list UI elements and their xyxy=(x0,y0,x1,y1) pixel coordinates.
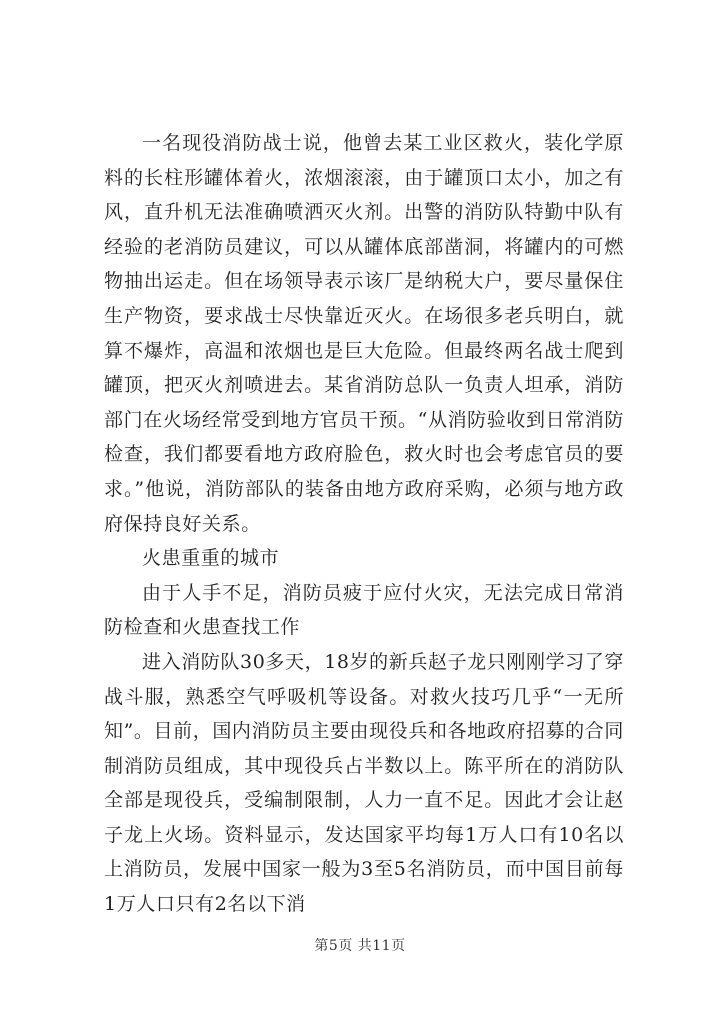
section-heading: 火患重重的城市 xyxy=(142,547,280,570)
paragraph-firefighter-account: 一名现役消防战士说，他曾去某工业区救火，装化学原料的长柱形罐体着火，浓烟滚滚，由于罐顶口太小，加之有风，直升机无法准确喷洒灭火剂。出警的消防队特勤中队有经验的老消防员建议，可以从罐体底部凿洞，将罐内的可燃物抽出运走。但在场领导表示该厂是纳税大户，要尽量保住生产物资，要求战士尽快靠近灭火。在场很多老兵明白，就算不爆炸，高温和浓烟也是巨大危险。但最终两名战士爬到罐顶，把灭火剂喷进去。某省消防总队一负责人坦承，消防部门在火场经常受到地方官员干预。“从消防验收到日常消防检查，我们都要看地方政府脸色，救火时也会考虑官员的要求。”他说，消防部队的装备由地方政府采购，必须与地方政府保持良好关系。 xyxy=(104,132,624,535)
document-body xyxy=(104,126,624,922)
paragraph-new-recruit: 进入消防队30多天，18岁的新兵赵子龙只刚刚学习了穿战斗服，熟悉空气呼吸机等设备。对救火技巧几乎“一无所知”。目前，国内消防员主要由现役兵和各地政府招募的合同制消防员组成，其中现役兵占半数以上。陈平所在的消防队全部是现役兵，受编制限制，人力一直不足。因此才会让赵子龙上火场。资料显示，发达国家平均每1万人口有10名以上消防员，发展中国家一般为3至5名消防员，而中国目前每1万人口只有2名以下消 xyxy=(104,650,624,916)
page-number-footer: 第5页 共11页 xyxy=(314,938,406,954)
section-subheading: 由于人手不足，消防员疲于应付火灾，无法完成日常消防检查和火患查找工作 xyxy=(104,581,624,639)
